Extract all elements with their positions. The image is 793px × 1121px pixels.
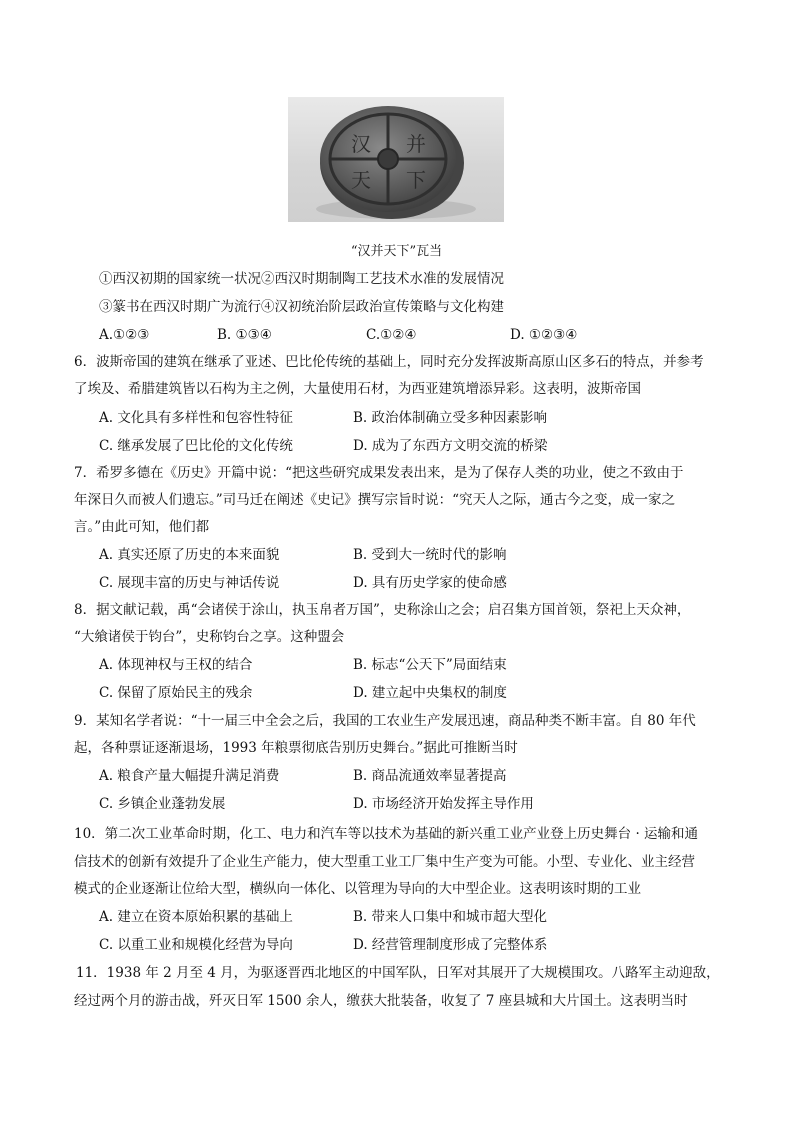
q11-stem-line-2: 经过两个月的游击战，歼灭日军 1500 余人，缴获大批装备，收复了 7 座县城和大片国土。这表明当时	[74, 993, 688, 1009]
q9-option-b[interactable]: B. 商品流通效率显著提高	[353, 768, 507, 784]
q6-stem-line-1: 6．波斯帝国的建筑在继承了亚述、巴比伦传统的基础上，同时充分发挥波斯高原山区多石的特点，并参考	[74, 354, 704, 370]
q7-option-a[interactable]: A. 真实还原了历史的本来面貌	[99, 547, 280, 563]
q5-statement-1: ①西汉初期的国家统一状况②西汉时期制陶工艺技术水准的发展情况	[99, 271, 504, 287]
q9-stem-line-1: 9．某知名学者说：“十一届三中全会之后，我国的工农业生产发展迅速，商品种类不断丰富。自 80 年代	[74, 713, 696, 729]
q10-option-c[interactable]: C. 以重工业和规模化经营为导向	[99, 937, 293, 953]
q10-stem-line-1: 10．第二次工业革命时期，化工、电力和汽车等以技术为基础的新兴重工业产业登上历史舞台 · 运输和通	[74, 826, 699, 842]
q8-option-d[interactable]: D. 建立起中央集权的制度	[353, 685, 507, 701]
q7-stem-line-2: 年深日久而被人们遗忘。”司马迁在阐述《史记》撰写宗旨时说：“究天人之际，通古今之变，成一家之	[74, 492, 676, 508]
q10-stem-line-2: 信技术的创新有效提升了企业生产能力，使大型重工业工厂集中生产变为可能。小型、专业化、业主经营	[74, 854, 695, 870]
q9-option-d[interactable]: D. 市场经济开始发挥主导作用	[353, 796, 534, 812]
q7-option-b[interactable]: B. 受到大一统时代的影响	[353, 547, 507, 563]
tile-char-4: 下	[406, 168, 426, 192]
q6-stem-line-2: 了埃及、希腊建筑皆以石构为主之例，大量使用石材，为西亚建筑增添异彩。这表明，波斯帝国	[74, 381, 641, 397]
q10-option-a[interactable]: A. 建立在资本原始积累的基础上	[99, 909, 293, 925]
q6-option-d[interactable]: D. 成为了东西方文明交流的桥梁	[353, 438, 548, 454]
q9-stem-line-2: 起，各种票证逐渐退场，1993 年粮票彻底告别历史舞台。”据此可推断当时	[74, 740, 518, 756]
q7-option-d[interactable]: D. 具有历史学家的使命感	[353, 575, 507, 591]
tile-illustration	[288, 97, 504, 222]
q8-option-b[interactable]: B. 标志“公天下”局面结束	[353, 657, 507, 673]
q5-option-d[interactable]: D. ①②③④	[510, 327, 578, 343]
q5-option-b[interactable]: B. ①③④	[217, 327, 272, 343]
q6-option-b[interactable]: B. 政治体制确立受多种因素影响	[353, 410, 548, 426]
tile-char-3: 天	[351, 168, 371, 192]
q10-option-b[interactable]: B. 带来人口集中和城市超大型化	[353, 909, 548, 925]
q7-option-c[interactable]: C. 展现丰富的历史与神话传说	[99, 575, 280, 591]
q9-option-a[interactable]: A. 粮食产量大幅提升满足消费	[99, 768, 280, 784]
q5-option-c[interactable]: C.①②④	[366, 327, 417, 343]
q8-option-c[interactable]: C. 保留了原始民主的残余	[99, 685, 253, 701]
q10-stem-line-3: 模式的企业逐渐让位给大型，横纵向一体化、以管理为导向的大中型企业。这表明该时期的工业	[74, 881, 641, 897]
q7-stem-line-3: 言。”由此可知，他们都	[74, 519, 210, 535]
q5-option-a[interactable]: A.①②③	[99, 327, 150, 343]
q10-option-d[interactable]: D. 经营管理制度形成了完整体系	[353, 937, 548, 953]
tile-char-2: 并	[406, 132, 426, 156]
figure-caption: “汉并天下”瓦当	[350, 244, 443, 259]
tile-photo	[288, 97, 504, 222]
q8-option-a[interactable]: A. 体现神权与王权的结合	[99, 657, 253, 673]
q9-option-c[interactable]: C. 乡镇企业蓬勃发展	[99, 796, 226, 812]
q8-stem-line-2: “大飨诸侯于钧台”，史称钧台之享。这种盟会	[74, 629, 345, 645]
q8-stem-line-1: 8．据文献记载，禹“会诸侯于涂山，执玉帛者万国”，史称涂山之会；启召集方国首领，祭祀上天众神，	[74, 602, 691, 618]
q7-stem-line-1: 7．希罗多德在《历史》开篇中说：“把这些研究成果发表出来，是为了保存人类的功业，使之不致由于	[74, 465, 684, 481]
tile-char-1: 汉	[351, 132, 371, 156]
q5-statement-2: ③篆书在西汉时期广为流行④汉初统治阶层政治宣传策略与文化构建	[99, 299, 504, 315]
q11-stem-line-1: 11．1938 年 2 月至 4 月，为驱逐晋西北地区的中国军队，日军对其展开了大规模围攻。八路军主动迎敌，	[76, 965, 720, 981]
q6-option-a[interactable]: A. 文化具有多样性和包容性特征	[99, 410, 293, 426]
q6-option-c[interactable]: C. 继承发展了巴比伦的文化传统	[99, 438, 293, 454]
